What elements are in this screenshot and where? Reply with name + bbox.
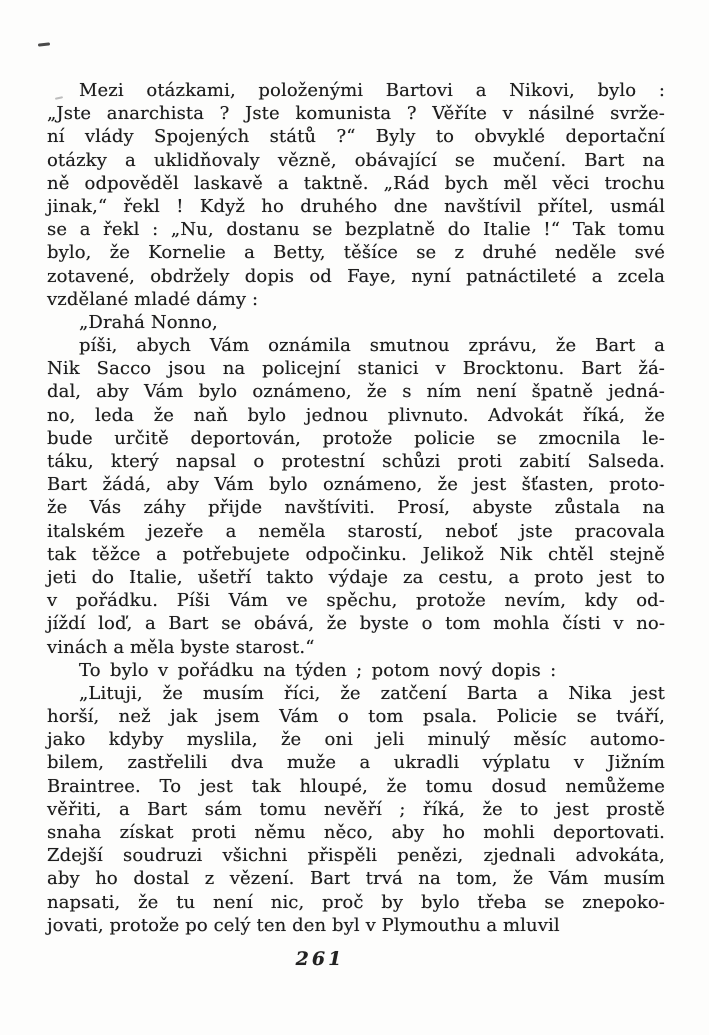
text-line: jovati, protože po celý ten den byl v Plymouthu a mluvil — [47, 914, 560, 936]
text-line: dal, aby Vám bylo oznámeno, že s ním není špatně jedná- — [47, 381, 665, 403]
text-line: To bylo v pořádku na týden ; potom nový dopis : — [79, 659, 557, 681]
text-line: že Vás záhy přijde navštíviti. Prosí, abyste zůstala na — [47, 497, 665, 519]
text-line: jako kdyby myslila, že oni jeli minulý měsíc automo- — [47, 729, 665, 751]
text-line: věřiti, a Bart sám tomu nevěří ; říká, že to jest prostě — [47, 798, 665, 820]
scan-artifact-dash — [38, 42, 50, 46]
text-line: se a řekl : „Nu, dostanu se bezplatně do Italie !“ Tak tomu — [47, 219, 665, 241]
text-line: „Drahá Nonno, — [79, 311, 218, 333]
text-line: horší, než jak jsem Vám o tom psala. Policie se tváří, — [47, 706, 665, 728]
page-number: 261 — [295, 948, 345, 970]
text-line: píši, abych Vám oznámila smutnou zprávu, že Bart a — [79, 335, 665, 357]
text-line: jinak,“ řekl ! Když ho druhého dne navštívil přítel, usmál — [47, 195, 665, 217]
text-line: bude určitě deportován, protože policie se zmocnila le- — [47, 427, 665, 449]
text-line: Nik Sacco jsou na policejní stanici v Brocktonu. Bart žá- — [47, 358, 665, 380]
text-line: no, leda že naň bylo jednou plivnuto. Advokát říká, že — [47, 404, 665, 426]
text-line: tak těžce a potřebujete odpočinku. Jelikož Nik chtěl stejně — [47, 543, 665, 565]
text-line: jeti do Italie, ušetří takto výdaje za cestu, a proto jest to — [47, 566, 665, 588]
text-line: aby ho dostal z vězení. Bart trvá na tom, že Vám musím — [47, 868, 665, 890]
text-line: ní vlády Spojených států ?“ Byly to obvyklé deportační — [47, 126, 665, 148]
text-line: zotavené, obdržely dopis od Faye, nyní patnáctileté a zcela — [47, 265, 665, 287]
text-line: otázky a uklidňovaly vězně, obávající se mučení. Bart na — [47, 149, 665, 171]
text-line: Bart žádá, aby Vám bylo oznámeno, že jest šťasten, proto- — [47, 474, 665, 496]
text-line: italském jezeře a neměla starostí, neboť jste pracovala — [47, 520, 665, 542]
text-line: Mezi otázkami, položenými Bartovi a Nikovi, bylo : — [79, 80, 665, 101]
text-line: vzdělané mladé dámy : — [47, 288, 259, 310]
text-line: snaha získat proti němu něco, aby ho mohli deportovati. — [47, 822, 665, 843]
text-line: Braintree. To jest tak hloupé, že tomu dosud nemůžeme — [47, 775, 665, 797]
text-line: napsati, že tu není nic, proč by bylo třeba se znepoko- — [47, 891, 665, 913]
text-line: vinách a měla byste starost.“ — [47, 636, 315, 658]
text-line: bilem, zastřelili dva muže a ukradli výplatu v Jižním — [47, 752, 665, 774]
text-line: Zdejší soudruzi všichni přispěli penězi, zjednali advokáta, — [47, 845, 665, 867]
text-block — [47, 79, 665, 937]
text-line: ně odpověděl laskavě a taktně. „Rád bych měl věci trochu — [47, 172, 665, 194]
text-line: jíždí loď, a Bart se obává, že byste o tom mohla čísti v no- — [47, 613, 665, 635]
text-line: „Lituji, že musím říci, že zatčení Barta a Nika jest — [79, 682, 665, 704]
text-line: bylo, že Kornelie a Betty, těšíce se z druhé neděle své — [47, 242, 665, 264]
text-line: v pořádku. Píši Vám ve spěchu, protože nevím, kdy od- — [47, 590, 665, 612]
text-line: „Jste anarchista ? Jste komunista ? Věříte v násilné svrže- — [47, 103, 665, 125]
text-line: táku, který napsal o protestní schůzi proti zabití Salseda. — [47, 451, 665, 472]
